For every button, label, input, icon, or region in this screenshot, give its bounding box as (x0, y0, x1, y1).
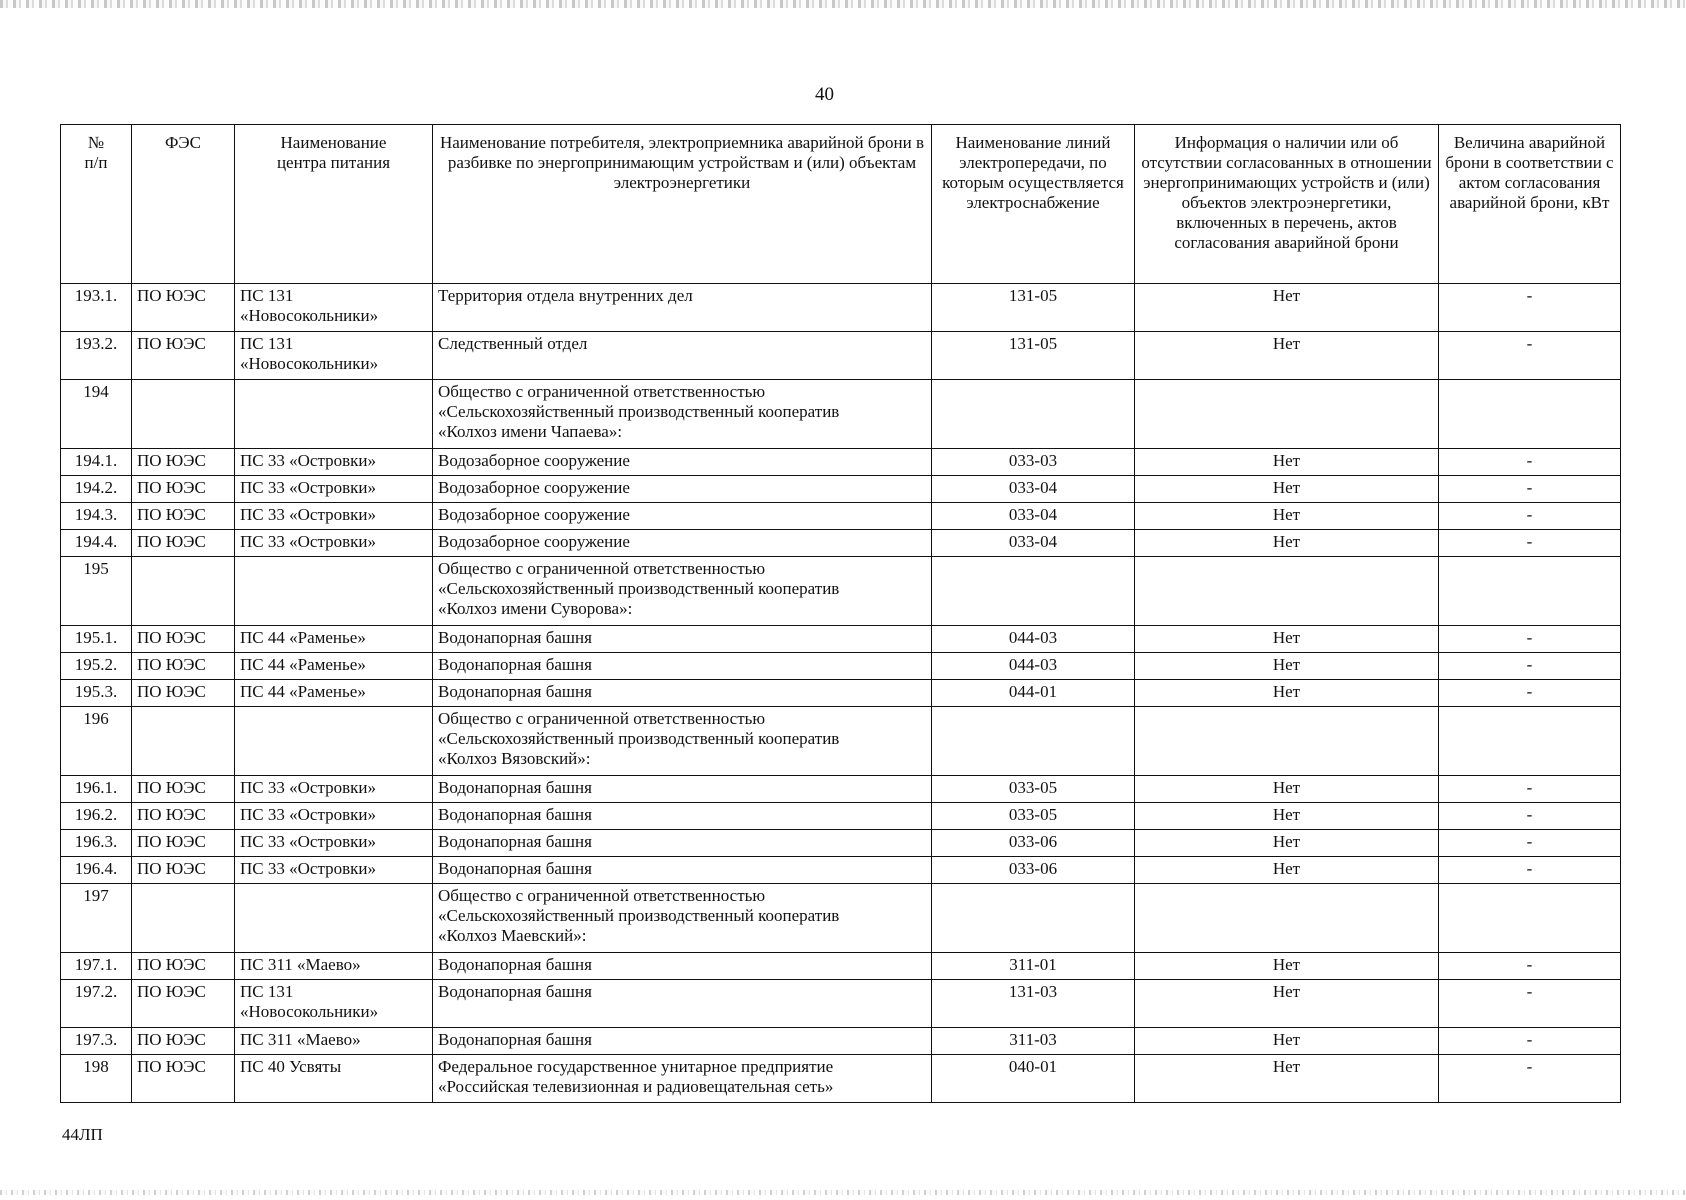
fes-cell: ПО ЮЭС (132, 830, 235, 857)
power-center-cell: ПС 33 «Островки» (235, 803, 433, 830)
table-row (61, 626, 1621, 653)
fes-cell (132, 884, 235, 953)
table-row (61, 830, 1621, 857)
row-number: 195 (61, 557, 132, 626)
consumer-cell: Водонапорная башня (433, 776, 932, 803)
agreement-info-cell: Нет (1135, 653, 1439, 680)
table-row (61, 503, 1621, 530)
power-line-cell (932, 557, 1135, 626)
row-number: 193.2. (61, 332, 132, 380)
power-center-cell: ПС 33 «Островки» (235, 530, 433, 557)
consumer-cell: Федеральное государственное унитарное предприятие «Российская телевизионная и радиовещательная сеть» (433, 1055, 932, 1103)
consumer-cell: Водонапорная башня (433, 980, 932, 1028)
fes-cell: ПО ЮЭС (132, 284, 235, 332)
fes-cell: ПО ЮЭС (132, 332, 235, 380)
consumer-cell: Общество с ограниченной ответственностью «Сельскохозяйственный производственный кооператив «Колхоз имени Суворова»: (433, 557, 932, 626)
row-number: 194 (61, 380, 132, 449)
reserve-kw-cell: - (1439, 284, 1621, 332)
row-number: 198 (61, 1055, 132, 1103)
power-line-cell: 033-06 (932, 857, 1135, 884)
agreement-info-cell (1135, 707, 1439, 776)
consumer-cell: Водонапорная башня (433, 1028, 932, 1055)
table-row (61, 953, 1621, 980)
reserve-kw-cell: - (1439, 449, 1621, 476)
consumer-cell: Водонапорная башня (433, 803, 932, 830)
row-number: 195.1. (61, 626, 132, 653)
table-row (61, 284, 1621, 332)
agreement-info-cell: Нет (1135, 1028, 1439, 1055)
fes-cell: ПО ЮЭС (132, 1055, 235, 1103)
table-row (61, 1055, 1621, 1103)
scan-edge-top (0, 0, 1686, 8)
header-power-line: Наименование линий электропередачи, по которым осуществляется электроснабжение (932, 125, 1135, 284)
consumer-cell: Водозаборное сооружение (433, 503, 932, 530)
consumer-cell: Общество с ограниченной ответственностью «Сельскохозяйственный производственный кооператив «Колхоз Вязовский»: (433, 707, 932, 776)
consumer-cell: Общество с ограниченной ответственностью «Сельскохозяйственный производственный кооператив «Колхоз Маевский»: (433, 884, 932, 953)
table-body (61, 284, 1621, 1103)
consumer-cell: Водозаборное сооружение (433, 530, 932, 557)
agreement-info-cell: Нет (1135, 284, 1439, 332)
consumer-cell: Водонапорная башня (433, 653, 932, 680)
fes-cell: ПО ЮЭС (132, 530, 235, 557)
table-row (61, 707, 1621, 776)
fes-cell: ПО ЮЭС (132, 476, 235, 503)
power-center-cell: ПС 33 «Островки» (235, 857, 433, 884)
table-row (61, 380, 1621, 449)
row-number: 196 (61, 707, 132, 776)
power-line-cell (932, 707, 1135, 776)
fes-cell: ПО ЮЭС (132, 653, 235, 680)
power-line-cell: 033-05 (932, 803, 1135, 830)
header-agreement-info: Информация о наличии или об отсутствии согласованных в отношении энергопринимающих устройств и (или) объектов электроэнергетики, включенных в перечень, актов согласования аварийной брони (1135, 125, 1439, 284)
consumer-cell: Водонапорная башня (433, 830, 932, 857)
power-line-cell: 131-05 (932, 332, 1135, 380)
agreement-info-cell: Нет (1135, 980, 1439, 1028)
agreement-info-cell (1135, 884, 1439, 953)
fes-cell: ПО ЮЭС (132, 857, 235, 884)
header-num: № п/п (61, 125, 132, 284)
power-center-cell: ПС 44 «Раменье» (235, 626, 433, 653)
agreement-info-cell: Нет (1135, 953, 1439, 980)
reserve-kw-cell: - (1439, 1055, 1621, 1103)
fes-cell: ПО ЮЭС (132, 803, 235, 830)
power-line-cell (932, 380, 1135, 449)
row-number: 196.4. (61, 857, 132, 884)
power-line-cell: 033-06 (932, 830, 1135, 857)
table-row (61, 557, 1621, 626)
header-power-center: Наименование центра питания (235, 125, 433, 284)
agreement-info-cell (1135, 380, 1439, 449)
agreement-info-cell: Нет (1135, 626, 1439, 653)
scan-edge-bottom (0, 1190, 1686, 1195)
power-line-cell: 131-05 (932, 284, 1135, 332)
table-row (61, 449, 1621, 476)
row-number: 193.1. (61, 284, 132, 332)
fes-cell: ПО ЮЭС (132, 776, 235, 803)
fes-cell (132, 380, 235, 449)
row-number: 194.2. (61, 476, 132, 503)
row-number: 197.2. (61, 980, 132, 1028)
row-number: 195.2. (61, 653, 132, 680)
consumer-cell: Общество с ограниченной ответственностью «Сельскохозяйственный производственный кооператив «Колхоз имени Чапаева»: (433, 380, 932, 449)
table-row (61, 476, 1621, 503)
power-center-cell: ПС 311 «Маево» (235, 1028, 433, 1055)
consumer-cell: Водозаборное сооружение (433, 476, 932, 503)
row-number: 194.3. (61, 503, 132, 530)
page-number: 40 (815, 84, 834, 105)
fes-cell: ПО ЮЭС (132, 953, 235, 980)
fes-cell: ПО ЮЭС (132, 449, 235, 476)
row-number: 197.3. (61, 1028, 132, 1055)
reserve-kw-cell: - (1439, 476, 1621, 503)
power-center-cell: ПС 33 «Островки» (235, 830, 433, 857)
fes-cell (132, 557, 235, 626)
row-number: 194.4. (61, 530, 132, 557)
reserve-kw-cell: - (1439, 530, 1621, 557)
power-center-cell: ПС 131 «Новосокольники» (235, 980, 433, 1028)
agreement-info-cell: Нет (1135, 476, 1439, 503)
agreement-info-cell: Нет (1135, 776, 1439, 803)
reserve-kw-cell: - (1439, 953, 1621, 980)
power-line-cell: 311-01 (932, 953, 1135, 980)
consumer-cell: Водонапорная башня (433, 680, 932, 707)
reserve-kw-cell (1439, 707, 1621, 776)
power-center-cell (235, 380, 433, 449)
reserve-kw-cell: - (1439, 1028, 1621, 1055)
power-center-cell: ПС 311 «Маево» (235, 953, 433, 980)
fes-cell: ПО ЮЭС (132, 680, 235, 707)
fes-cell: ПО ЮЭС (132, 503, 235, 530)
consumer-cell: Водозаборное сооружение (433, 449, 932, 476)
consumer-cell: Территория отдела внутренних дел (433, 284, 932, 332)
power-center-cell: ПС 40 Усвяты (235, 1055, 433, 1103)
agreement-info-cell: Нет (1135, 449, 1439, 476)
header-consumer: Наименование потребителя, электроприемника аварийной брони в разбивке по энергопринимающим устройствам и (или) объектам электроэнергетики (433, 125, 932, 284)
table-row (61, 680, 1621, 707)
power-line-cell: 044-03 (932, 653, 1135, 680)
reserve-kw-cell: - (1439, 803, 1621, 830)
table-row (61, 980, 1621, 1028)
reserve-kw-cell: - (1439, 653, 1621, 680)
power-center-cell (235, 707, 433, 776)
row-number: 197 (61, 884, 132, 953)
table-row (61, 884, 1621, 953)
power-line-cell: 033-04 (932, 476, 1135, 503)
reserve-kw-cell: - (1439, 680, 1621, 707)
row-number: 194.1. (61, 449, 132, 476)
agreement-info-cell: Нет (1135, 332, 1439, 380)
header-reserve-kw: Величина аварийной брони в соответствии с актом согласования аварийной брони, кВт (1439, 125, 1621, 284)
power-center-cell: ПС 33 «Островки» (235, 503, 433, 530)
power-line-cell: 033-03 (932, 449, 1135, 476)
power-line-cell: 044-01 (932, 680, 1135, 707)
power-line-cell: 044-03 (932, 626, 1135, 653)
fes-cell (132, 707, 235, 776)
reserve-kw-cell: - (1439, 830, 1621, 857)
header-fes: ФЭС (132, 125, 235, 284)
reserve-kw-cell (1439, 557, 1621, 626)
power-line-cell: 033-04 (932, 530, 1135, 557)
table-row (61, 857, 1621, 884)
table-header-row (61, 125, 1621, 284)
reserve-kw-cell (1439, 380, 1621, 449)
reserve-kw-cell: - (1439, 626, 1621, 653)
footer-code: 44ЛП (62, 1125, 103, 1144)
row-number: 196.1. (61, 776, 132, 803)
table-row (61, 803, 1621, 830)
table-row (61, 1028, 1621, 1055)
power-line-cell: 131-03 (932, 980, 1135, 1028)
power-center-cell: ПС 33 «Островки» (235, 476, 433, 503)
table-row (61, 653, 1621, 680)
row-number: 195.3. (61, 680, 132, 707)
power-center-cell: ПС 44 «Раменье» (235, 680, 433, 707)
consumer-cell: Водонапорная башня (433, 857, 932, 884)
power-center-cell: ПС 33 «Островки» (235, 449, 433, 476)
agreement-info-cell: Нет (1135, 830, 1439, 857)
power-line-cell (932, 884, 1135, 953)
row-number: 197.1. (61, 953, 132, 980)
reserve-kw-cell (1439, 884, 1621, 953)
agreement-info-cell: Нет (1135, 530, 1439, 557)
power-line-cell: 033-05 (932, 776, 1135, 803)
power-line-cell: 040-01 (932, 1055, 1135, 1103)
power-line-cell: 311-03 (932, 1028, 1135, 1055)
consumer-cell: Водонапорная башня (433, 953, 932, 980)
consumer-cell: Водонапорная башня (433, 626, 932, 653)
consumer-cell: Следственный отдел (433, 332, 932, 380)
power-center-cell (235, 557, 433, 626)
agreement-info-cell: Нет (1135, 680, 1439, 707)
agreement-info-cell (1135, 557, 1439, 626)
power-line-cell: 033-04 (932, 503, 1135, 530)
row-number: 196.3. (61, 830, 132, 857)
fes-cell: ПО ЮЭС (132, 626, 235, 653)
row-number: 196.2. (61, 803, 132, 830)
table-row (61, 530, 1621, 557)
agreement-info-cell: Нет (1135, 803, 1439, 830)
reserve-kw-cell: - (1439, 776, 1621, 803)
agreement-info-cell: Нет (1135, 503, 1439, 530)
reserve-kw-cell: - (1439, 857, 1621, 884)
emergency-reserve-table (60, 124, 1621, 1103)
reserve-kw-cell: - (1439, 503, 1621, 530)
power-center-cell: ПС 131 «Новосокольники» (235, 284, 433, 332)
power-center-cell (235, 884, 433, 953)
power-center-cell: ПС 44 «Раменье» (235, 653, 433, 680)
agreement-info-cell: Нет (1135, 1055, 1439, 1103)
power-center-cell: ПС 131 «Новосокольники» (235, 332, 433, 380)
fes-cell: ПО ЮЭС (132, 1028, 235, 1055)
fes-cell: ПО ЮЭС (132, 980, 235, 1028)
reserve-kw-cell: - (1439, 332, 1621, 380)
table-row (61, 776, 1621, 803)
agreement-info-cell: Нет (1135, 857, 1439, 884)
table-row (61, 332, 1621, 380)
reserve-kw-cell: - (1439, 980, 1621, 1028)
power-center-cell: ПС 33 «Островки» (235, 776, 433, 803)
